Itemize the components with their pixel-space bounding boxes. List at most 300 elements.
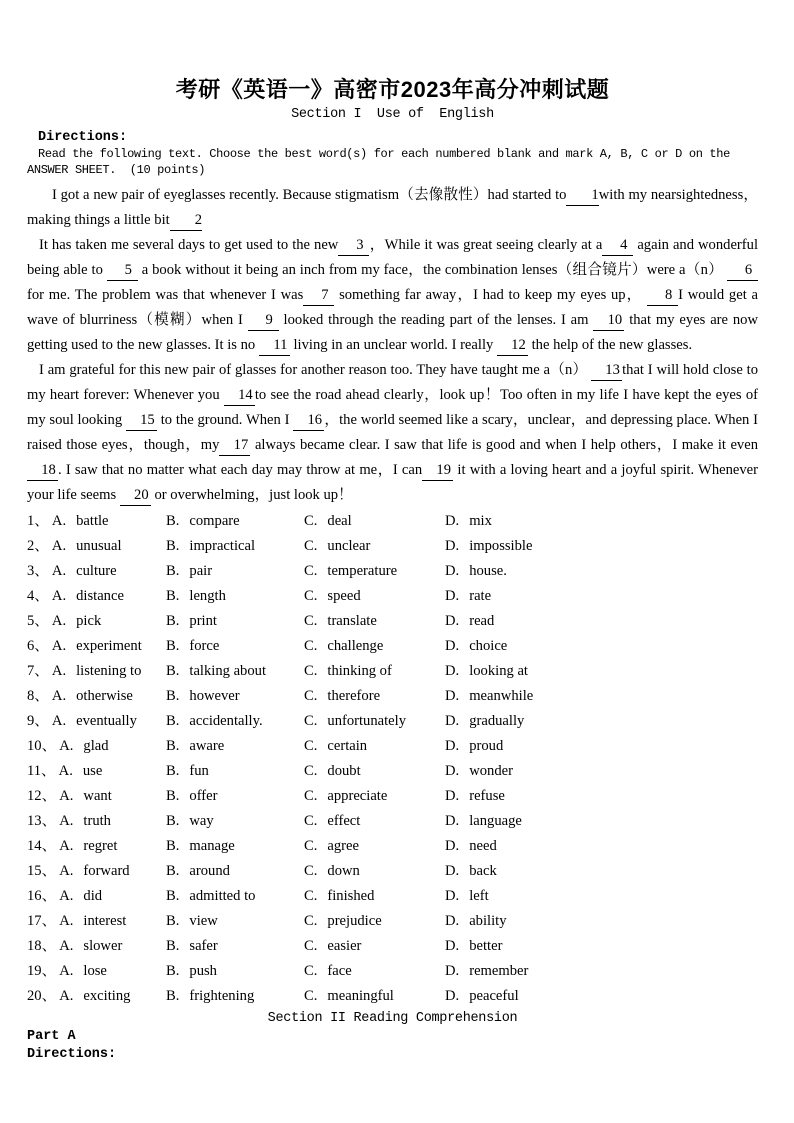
option-letter: B. — [166, 713, 180, 729]
option-text: mix — [469, 513, 492, 529]
question-6-option-a[interactable] — [27, 634, 166, 659]
option-letter: B. — [166, 913, 180, 929]
option-letter: C. — [304, 513, 318, 529]
question-17-option-d[interactable] — [445, 909, 758, 934]
passage-paragraph: It has taken me several days to get used to the new 3 ，While it was great seeing clearly at a 4 again and wonderful being able to 5 a book without it being an inch from my face，the combination lenses（组合镜片）were a（n） 6 for me. The problem was that whenever I was 7 something far away，I had to keep my eyes up， 8 I would get a wave of blurriness（模糊）when I 9 looked through the reading part of the lenses. I am 10 that my eyes are now getting used to the new glasses. It is no 11 living in an unclear world. I really 12 the help of the new glasses. — [27, 233, 758, 358]
question-19-option-d[interactable] — [445, 959, 758, 984]
option-letter: D. — [445, 663, 460, 679]
question-row-2 — [27, 534, 758, 559]
option-text: glad — [83, 738, 109, 754]
question-5-option-a[interactable] — [27, 609, 166, 634]
question-row-19 — [27, 959, 758, 984]
option-letter: B. — [166, 938, 180, 954]
option-text: culture — [76, 563, 117, 579]
question-4-option-a[interactable] — [27, 584, 166, 609]
part-a-label: Part A — [27, 1029, 76, 1044]
passage-paragraph: I got a new pair of eyeglasses recently. Because stigmatism（去像散性）had started to 1with my nearsightedness，making things a little bit 2 — [27, 183, 758, 233]
question-number: 15、 — [27, 863, 57, 879]
option-letter: C. — [304, 613, 318, 629]
option-letter: A. — [51, 538, 67, 554]
question-number: 9、 — [27, 713, 49, 729]
question-6-option-b[interactable] — [166, 634, 304, 659]
option-text: peaceful — [469, 988, 519, 1004]
question-3-option-c[interactable] — [304, 559, 445, 584]
question-1-option-d[interactable] — [445, 509, 758, 534]
option-letter: D. — [445, 938, 460, 954]
option-letter: B. — [166, 738, 180, 754]
option-text: truth — [83, 813, 111, 829]
question-2-option-b[interactable] — [166, 534, 304, 559]
option-letter: A. — [58, 763, 73, 779]
cloze-blank-19[interactable]: 19 — [422, 462, 453, 481]
option-letter: C. — [304, 963, 318, 979]
option-letter: C. — [304, 863, 318, 879]
option-letter: C. — [304, 838, 318, 854]
option-letter: B. — [166, 513, 180, 529]
option-letter: C. — [304, 888, 318, 904]
question-2-option-a[interactable] — [27, 534, 166, 559]
question-row-15 — [27, 859, 758, 884]
question-12-option-a[interactable] — [27, 784, 166, 809]
question-11-option-d[interactable] — [445, 759, 758, 784]
option-text: did — [83, 888, 103, 904]
option-text: pick — [76, 613, 102, 629]
question-11-option-c[interactable] — [304, 759, 445, 784]
question-20-option-d[interactable] — [445, 984, 758, 1009]
question-15-option-d[interactable] — [445, 859, 758, 884]
option-text: agree — [327, 838, 359, 854]
option-text: easier — [327, 938, 362, 954]
question-17-option-b[interactable] — [166, 909, 304, 934]
question-8-option-d[interactable] — [445, 684, 758, 709]
option-text: forward — [83, 863, 130, 879]
option-text: frightening — [189, 988, 255, 1004]
directions-text-line-2: ANSWER SHEET. (10 points) — [27, 163, 206, 177]
option-letter: C. — [304, 913, 318, 929]
cloze-blank-5[interactable]: 5 — [107, 262, 138, 281]
question-4-option-c[interactable] — [304, 584, 445, 609]
option-letter: D. — [445, 838, 460, 854]
option-text: finished — [327, 888, 375, 904]
question-4-option-d[interactable] — [445, 584, 758, 609]
option-letter: D. — [445, 863, 460, 879]
option-letter: D. — [445, 538, 460, 554]
option-text: gradually — [469, 713, 525, 729]
option-letter: C. — [304, 938, 318, 954]
option-letter: A. — [59, 788, 74, 804]
option-letter: B. — [166, 863, 180, 879]
question-14-option-c[interactable] — [304, 834, 445, 859]
question-number: 16、 — [27, 888, 57, 904]
question-10-option-d[interactable] — [445, 734, 758, 759]
option-letter: D. — [445, 638, 460, 654]
option-letter: B. — [166, 788, 180, 804]
option-text: speed — [327, 588, 361, 604]
option-text: accidentally. — [189, 713, 263, 729]
question-number: 4、 — [27, 588, 49, 604]
cloze-blank-16[interactable]: 16 — [293, 412, 324, 431]
cloze-blank-4[interactable]: 4 — [602, 237, 633, 256]
cloze-blank-17[interactable]: 17 — [219, 437, 250, 456]
question-10-option-c[interactable] — [304, 734, 445, 759]
question-9-option-a[interactable] — [27, 709, 166, 734]
option-text: ability — [469, 913, 507, 929]
option-text: regret — [83, 838, 118, 854]
question-number: 19、 — [27, 963, 57, 979]
option-letter: A. — [51, 688, 67, 704]
option-letter: A. — [59, 838, 74, 854]
option-text: experiment — [76, 638, 142, 654]
question-15-option-b[interactable] — [166, 859, 304, 884]
option-text: fun — [189, 763, 209, 779]
option-text: battle — [76, 513, 109, 529]
question-14-option-d[interactable] — [445, 834, 758, 859]
option-text: certain — [327, 738, 368, 754]
question-18-option-c[interactable] — [304, 934, 445, 959]
option-letter: D. — [445, 563, 460, 579]
option-letter: D. — [445, 738, 460, 754]
cloze-blank-3[interactable]: 3 — [338, 237, 369, 256]
question-16-option-b[interactable] — [166, 884, 304, 909]
cloze-blank-7[interactable]: 7 — [303, 287, 334, 306]
option-letter: B. — [166, 538, 180, 554]
question-row-17 — [27, 909, 758, 934]
option-text: offer — [189, 788, 218, 804]
option-letter: C. — [304, 763, 318, 779]
section-2-heading: Section II Reading Comprehension — [267, 1011, 518, 1026]
option-text: rate — [469, 588, 492, 604]
option-letter: B. — [166, 688, 180, 704]
directions-label: Directions: — [38, 130, 128, 145]
question-16-option-c[interactable] — [304, 884, 445, 909]
question-13-option-d[interactable] — [445, 809, 758, 834]
option-text: impossible — [469, 538, 533, 554]
option-letter: C. — [304, 738, 318, 754]
question-11-option-b[interactable] — [166, 759, 304, 784]
question-8-option-b[interactable] — [166, 684, 304, 709]
question-14-option-a[interactable] — [27, 834, 166, 859]
option-text: talking about — [189, 663, 266, 679]
option-letter: C. — [304, 638, 318, 654]
question-7-option-c[interactable] — [304, 659, 445, 684]
option-text: deal — [327, 513, 352, 529]
question-row-4 — [27, 584, 758, 609]
question-number: 11、 — [27, 763, 56, 779]
cloze-blank-13[interactable]: 13 — [591, 362, 622, 381]
option-text: wonder — [469, 763, 513, 779]
option-text: better — [469, 938, 503, 954]
question-3-option-a[interactable] — [27, 559, 166, 584]
option-letter: B. — [166, 813, 180, 829]
option-text: appreciate — [327, 788, 388, 804]
option-letter: A. — [59, 913, 74, 929]
question-20-option-c[interactable] — [304, 984, 445, 1009]
option-letter: A. — [51, 638, 67, 654]
question-2-option-d[interactable] — [445, 534, 758, 559]
question-1-option-c[interactable] — [304, 509, 445, 534]
cloze-blank-18[interactable]: 18 — [27, 462, 58, 481]
option-text: listening to — [76, 663, 142, 679]
question-number: 20、 — [27, 988, 57, 1004]
option-letter: A. — [59, 938, 74, 954]
cloze-blank-6[interactable]: 6 — [727, 262, 758, 281]
question-9-option-c[interactable] — [304, 709, 445, 734]
question-18-option-b[interactable] — [166, 934, 304, 959]
option-text: exciting — [83, 988, 131, 1004]
question-10-option-a[interactable] — [27, 734, 166, 759]
option-letter: B. — [166, 838, 180, 854]
question-19-option-c[interactable] — [304, 959, 445, 984]
option-text: face — [327, 963, 352, 979]
cloze-blank-9[interactable]: 9 — [248, 312, 279, 331]
option-text: temperature — [327, 563, 398, 579]
option-text: meanwhile — [469, 688, 534, 704]
question-20-option-b[interactable] — [166, 984, 304, 1009]
option-letter: B. — [166, 963, 180, 979]
question-number: 14、 — [27, 838, 57, 854]
cloze-blank-20[interactable]: 20 — [120, 487, 151, 506]
option-text: unclear — [327, 538, 371, 554]
question-number: 7、 — [27, 663, 49, 679]
option-text: unfortunately — [327, 713, 407, 729]
option-letter: A. — [51, 613, 67, 629]
question-12-option-c[interactable] — [304, 784, 445, 809]
option-text: impractical — [189, 538, 256, 554]
cloze-blank-1[interactable]: 1 — [566, 187, 598, 206]
option-text: manage — [189, 838, 235, 854]
question-7-option-d[interactable] — [445, 659, 758, 684]
option-text: want — [83, 788, 112, 804]
option-text: read — [469, 613, 495, 629]
option-letter: D. — [445, 788, 460, 804]
page-title: 考研《英语一》高密市2023年高分冲刺试题 — [175, 77, 610, 102]
option-letter: A. — [59, 963, 74, 979]
option-text: aware — [189, 738, 225, 754]
question-row-9 — [27, 709, 758, 734]
option-letter: C. — [304, 538, 318, 554]
question-1-option-b[interactable] — [166, 509, 304, 534]
question-row-20 — [27, 984, 758, 1009]
cloze-blank-8[interactable]: 8 — [647, 287, 678, 306]
question-number: 12、 — [27, 788, 57, 804]
directions-label-part-a: Directions: — [27, 1047, 117, 1062]
option-text: distance — [76, 588, 124, 604]
question-13-option-c[interactable] — [304, 809, 445, 834]
option-text: thinking of — [327, 663, 392, 679]
option-text: interest — [83, 913, 127, 929]
option-letter: C. — [304, 663, 318, 679]
passage-paragraph: I am grateful for this new pair of glasses for another reason too. They have taught me a（n） 13 that I will hold close to my heart forever: Whenever you 14 to see the road ahead clearly，look up！Too often in my life I have kept the eyes of my soul looking 15 to the ground. When I 16 ，the world seemed like a scary，unclear，and depressing place. When I raised those eyes，though，my 17 always became clear. I saw that life is good and when I help others，I make it even 18 . I saw that no matter what each day may throw at me，I can 19 it with a loving heart and a joyful spirit. Whenever your life seems 20 or overwhelming，just look up！ — [27, 358, 758, 508]
question-11-option-a[interactable] — [27, 759, 166, 784]
question-9-option-d[interactable] — [445, 709, 758, 734]
question-row-6 — [27, 634, 758, 659]
directions-text-line-1: Read the following text. Choose the best word(s) for each numbered blank and mark A, B, C or D on the — [38, 147, 730, 161]
option-letter: D. — [445, 713, 460, 729]
option-text: way — [189, 813, 214, 829]
question-5-option-d[interactable] — [445, 609, 758, 634]
question-number: 8、 — [27, 688, 49, 704]
cloze-blank-10[interactable]: 10 — [593, 312, 624, 331]
option-text: pair — [189, 563, 213, 579]
question-12-option-b[interactable] — [166, 784, 304, 809]
question-row-13 — [27, 809, 758, 834]
cloze-blank-15[interactable]: 15 — [126, 412, 157, 431]
question-16-option-d[interactable] — [445, 884, 758, 909]
option-text: otherwise — [76, 688, 133, 704]
question-row-12 — [27, 784, 758, 809]
option-letter: D. — [445, 688, 460, 704]
option-letter: B. — [166, 763, 180, 779]
option-letter: A. — [51, 563, 67, 579]
option-letter: D. — [445, 913, 460, 929]
option-letter: B. — [166, 613, 180, 629]
question-18-option-a[interactable] — [27, 934, 166, 959]
option-letter: D. — [445, 988, 460, 1004]
question-6-option-d[interactable] — [445, 634, 758, 659]
option-letter: B. — [166, 988, 180, 1004]
option-letter: D. — [445, 763, 460, 779]
cloze-blank-11[interactable]: 11 — [259, 337, 290, 356]
question-8-option-a[interactable] — [27, 684, 166, 709]
question-1-option-a[interactable] — [27, 509, 166, 534]
question-3-option-d[interactable] — [445, 559, 758, 584]
question-2-option-c[interactable] — [304, 534, 445, 559]
cloze-blank-2[interactable]: 2 — [170, 212, 202, 231]
option-text: force — [189, 638, 220, 654]
question-row-3 — [27, 559, 758, 584]
question-9-option-b[interactable] — [166, 709, 304, 734]
option-text: push — [189, 963, 217, 979]
option-text: refuse — [469, 788, 505, 804]
question-row-11 — [27, 759, 758, 784]
option-letter: C. — [304, 713, 318, 729]
question-number: 13、 — [27, 813, 57, 829]
option-text: unusual — [76, 538, 122, 554]
directions-block — [27, 129, 758, 178]
question-number: 10、 — [27, 738, 57, 754]
question-14-option-b[interactable] — [166, 834, 304, 859]
option-letter: D. — [445, 613, 460, 629]
question-15-option-a[interactable] — [27, 859, 166, 884]
question-number: 18、 — [27, 938, 57, 954]
option-text: challenge — [327, 638, 384, 654]
option-letter: C. — [304, 588, 318, 604]
question-row-16 — [27, 884, 758, 909]
option-text: left — [469, 888, 489, 904]
question-4-option-b[interactable] — [166, 584, 304, 609]
option-letter: D. — [445, 813, 460, 829]
option-letter: A. — [51, 663, 67, 679]
question-number: 5、 — [27, 613, 49, 629]
option-text: looking at — [469, 663, 528, 679]
question-13-option-b[interactable] — [166, 809, 304, 834]
option-text: view — [189, 913, 218, 929]
option-letter: A. — [51, 513, 67, 529]
option-letter: C. — [304, 788, 318, 804]
question-8-option-c[interactable] — [304, 684, 445, 709]
question-16-option-a[interactable] — [27, 884, 166, 909]
question-20-option-a[interactable] — [27, 984, 166, 1009]
question-3-option-b[interactable] — [166, 559, 304, 584]
option-text: effect — [327, 813, 361, 829]
question-row-18 — [27, 934, 758, 959]
option-text: doubt — [327, 763, 361, 779]
option-text: proud — [469, 738, 504, 754]
question-row-5 — [27, 609, 758, 634]
section-1-heading: Section I Use of English — [291, 107, 494, 122]
question-7-option-a[interactable] — [27, 659, 166, 684]
cloze-blank-14[interactable]: 14 — [224, 387, 255, 406]
option-text: back — [469, 863, 497, 879]
option-text: eventually — [76, 713, 137, 729]
option-letter: A. — [59, 738, 74, 754]
question-row-8 — [27, 684, 758, 709]
question-number: 2、 — [27, 538, 49, 554]
question-17-option-a[interactable] — [27, 909, 166, 934]
question-5-option-b[interactable] — [166, 609, 304, 634]
option-text: language — [469, 813, 522, 829]
option-letter: A. — [59, 888, 74, 904]
question-12-option-d[interactable] — [445, 784, 758, 809]
question-row-10 — [27, 734, 758, 759]
cloze-blank-12[interactable]: 12 — [497, 337, 528, 356]
option-text: need — [469, 838, 497, 854]
question-number: 3、 — [27, 563, 49, 579]
question-18-option-d[interactable] — [445, 934, 758, 959]
option-text: remember — [469, 963, 529, 979]
option-letter: A. — [51, 588, 67, 604]
option-text: meaningful — [327, 988, 394, 1004]
option-text: print — [189, 613, 217, 629]
question-number: 17、 — [27, 913, 57, 929]
option-letter: B. — [166, 663, 180, 679]
question-19-option-a[interactable] — [27, 959, 166, 984]
option-letter: B. — [166, 563, 180, 579]
option-text: house. — [469, 563, 507, 579]
question-number: 1、 — [27, 513, 49, 529]
option-text: prejudice — [327, 913, 382, 929]
option-text: choice — [469, 638, 508, 654]
option-text: use — [82, 763, 103, 779]
option-letter: D. — [445, 963, 460, 979]
question-7-option-b[interactable] — [166, 659, 304, 684]
option-letter: C. — [304, 688, 318, 704]
option-letter: A. — [59, 988, 74, 1004]
question-13-option-a[interactable] — [27, 809, 166, 834]
question-17-option-c[interactable] — [304, 909, 445, 934]
question-15-option-c[interactable] — [304, 859, 445, 884]
question-number: 6、 — [27, 638, 49, 654]
option-text: around — [189, 863, 230, 879]
question-19-option-b[interactable] — [166, 959, 304, 984]
option-text: length — [189, 588, 226, 604]
option-text: down — [327, 863, 360, 879]
question-5-option-c[interactable] — [304, 609, 445, 634]
option-letter: B. — [166, 638, 180, 654]
option-text: safer — [189, 938, 218, 954]
option-text: compare — [189, 513, 240, 529]
option-text: therefore — [327, 688, 381, 704]
question-row-14 — [27, 834, 758, 859]
question-10-option-b[interactable] — [166, 734, 304, 759]
question-6-option-c[interactable] — [304, 634, 445, 659]
option-letter: B. — [166, 588, 180, 604]
option-letter: C. — [304, 988, 318, 1004]
option-letter: D. — [445, 513, 460, 529]
option-text: however — [189, 688, 240, 704]
option-letter: A. — [59, 863, 74, 879]
option-letter: D. — [445, 588, 460, 604]
